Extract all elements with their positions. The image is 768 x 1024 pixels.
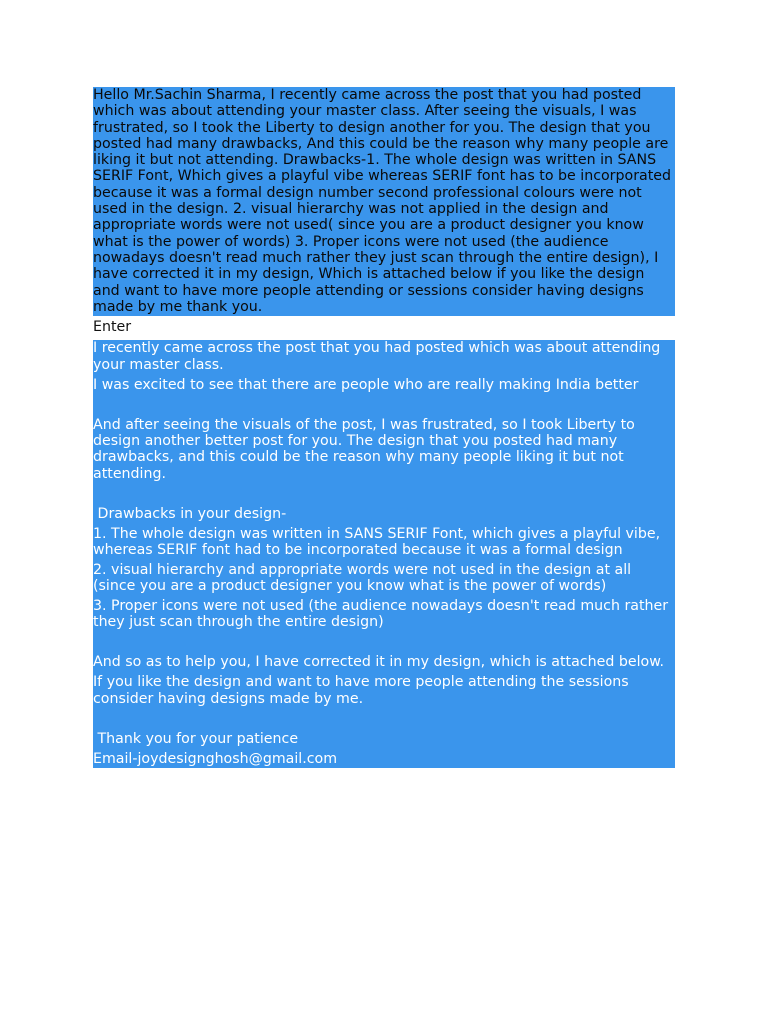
excited-paragraph: I was excited to see that there are people who are really making India better [93,376,639,393]
enter-label: Enter [93,316,675,340]
correction-paragraph: And so as to help you, I have corrected it in my design, which is attached below. [93,654,665,671]
drawbacks-heading: Drawbacks in your design- [93,505,287,522]
first-message-text: Hello Mr.Sachin Sharma, I recently came across the post that you had posted which was about attending your master class. After seeing the visuals, I was frustrated, so I took the Liberty to design another for you. The design that you posted had many drawbacks, And this could be the reason why many people are liking it but not attending. Drawbacks-1. The whole design was written in SANS SERIF Font, Which gives a playful vibe whereas SERIF font has to be incorporated because it was a formal design number second professional colours were not used in the design. 2. visual hierarchy was not applied in the design and appropriate words were not used( since you are a product designer you know what is the power of words) 3. Proper icons were not used (the audience nowadays doesn't read much rather they just scan through the entire design), I have corrected it in my design, Which is attached below if you like the design and want to have more people attending or sessions consider having designs made by me thank you. [93,87,676,315]
frustrated-paragraph: And after seeing the visuals of the post, I was frustrated, so I took Liberty to design another better post for you. The design that you posted had many drawbacks, and this could be the reason why many people liking it but not attending. [93,416,640,482]
second-message-block [93,340,675,768]
drawback-item-2: 2. visual hierarchy and appropriate words were not used in the design at all (since you are a product designer you know what is the power of words) [93,561,636,595]
drawback-item-1: 1. The whole design was written in SANS SERIF Font, which gives a playful vibe, whereas SERIF font had to be incorporated because it was a formal design [93,525,665,558]
intro-paragraph: I recently came across the post that you had posted which was about attending your master class. [93,340,665,373]
offer-paragraph: If you like the design and want to have more people attending the sessions consider having designs made by me. [93,674,634,707]
email-line: Email-joydesignghosh@gmail.com [93,750,338,767]
thanks-line: Thank you for your patience [93,730,299,747]
document-page [93,87,675,768]
first-message-block [93,87,675,316]
drawback-item-3: 3. Proper icons were not used (the audience nowadays doesn't read much rather they just scan through the entire design) [93,598,673,631]
